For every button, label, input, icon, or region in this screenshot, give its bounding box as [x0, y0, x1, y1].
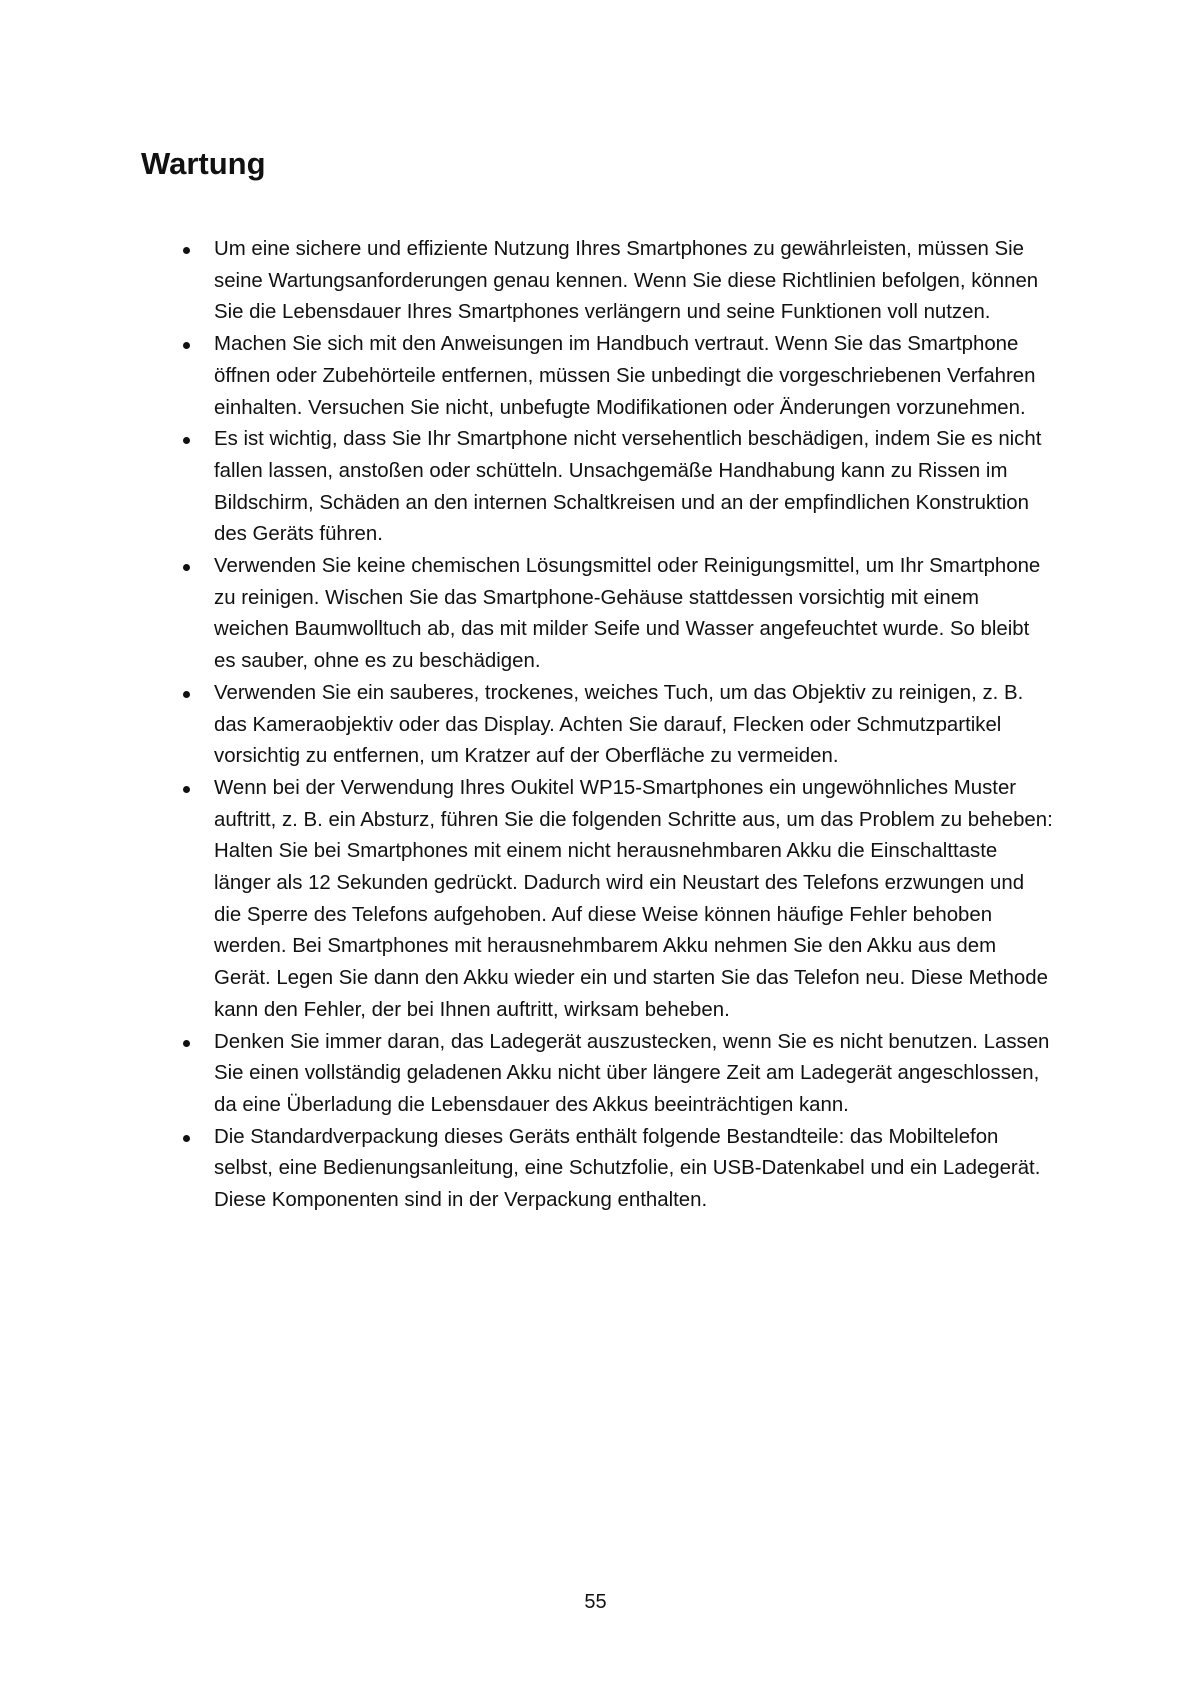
list-item-text: Verwenden Sie ein sauberes, trockenes, weiches Tuch, um das Objektiv zu reinigen, z. B. das Kameraobjektiv oder das Display. Achten Sie darauf, Flecken oder Schmutzpartikel vorsichtig zu entfernen, um Kratzer auf der Oberfläche zu vermeiden. — [214, 681, 1024, 768]
page-title: Wartung — [141, 146, 266, 181]
bullet-icon — [183, 1135, 190, 1142]
bullet-icon — [183, 1040, 190, 1047]
list-item-text: Machen Sie sich mit den Anweisungen im Handbuch vertraut. Wenn Sie das Smartphone öffnen oder Zubehörteile entfernen, müssen Sie unbedingt die vorgeschriebenen Verfahren einhalten. Versuchen Sie nicht, unbefugte Modifikationen oder Änderungen vorzunehmen. — [214, 333, 1036, 419]
list-item — [0, 234, 1056, 329]
list-item-text: Die Standardverpackung dieses Geräts enthält folgende Bestandteile: das Mobiltelefon selbst, eine Bedienungsanleitung, eine Schutzfolie, ein USB-Datenkabel und ein Ladegerät. Diese Komponenten sind in der Verpackung enthalten. — [214, 1125, 1041, 1212]
list-item-text: Verwenden Sie keine chemischen Lösungsmittel oder Reinigungsmittel, um Ihr Smartphone zu reinigen. Wischen Sie das Smartphone-Gehäuse stattdessen vorsichtig mit einem weichen Baumwolltuch ab, das mit milder Seife und Wasser angefeuchtet wurde. So bleibt es sauber, ohne es zu beschädigen. — [214, 555, 1041, 673]
bullet-icon — [183, 691, 190, 698]
list-item — [0, 773, 1056, 1027]
bullet-icon — [183, 342, 190, 349]
bullet-icon — [183, 247, 190, 254]
list-item — [0, 424, 1056, 551]
list-item — [0, 329, 1056, 424]
bullet-icon — [183, 437, 190, 444]
list-item-text: Um eine sichere und effiziente Nutzung Ihres Smartphones zu gewährleisten, müssen Sie seine Wartungsanforderungen genau kennen. Wenn Sie diese Richtlinien befolgen, können Sie die Lebensdauer Ihres Smartphones verlängern und seine Funktionen voll nutzen. — [214, 238, 1039, 324]
list-item-text: Es ist wichtig, dass Sie Ihr Smartphone nicht versehentlich beschädigen, indem Sie es nicht fallen lassen, anstoßen oder schütteln. Unsachgemäße Handhabung kann zu Rissen im Bildschirm, Schäden an den internen Schaltkreisen und an der empfindlichen Konstruktion des Geräts führen. — [214, 428, 1042, 546]
list-item-text: Denken Sie immer daran, das Ladegerät auszustecken, wenn Sie es nicht benutzen. Lassen Sie einen vollständig geladenen Akku nicht über längere Zeit am Ladegerät angeschlossen, da eine Überladung die Lebensdauer des Akkus beeinträchtigen kann. — [214, 1030, 1050, 1116]
bullet-icon — [183, 564, 190, 571]
page-number: 55 — [584, 1591, 607, 1613]
list-item — [0, 678, 1056, 773]
list-item — [0, 1027, 1056, 1122]
list-item-text: Wenn bei der Verwendung Ihres Oukitel WP15-Smartphones ein ungewöhnliches Muster auftritt, z. B. ein Absturz, führen Sie die folgenden Schritte aus, um das Problem zu beheben: Halten Sie bei Smartphones mit einem nicht herausnehmbaren Akku die Einschalttaste länger als 12 Sekunden gedrückt. Dadurch wird ein Neustart des Telefons erzwungen und die Sperre des Telefons aufgehoben. Auf diese Weise können häufige Fehler behoben werden. Bei Smartphones mit herausnehmbarem Akku nehmen Sie den Akku aus dem Gerät. Legen Sie dann den Akku wieder ein und starten Sie das Telefon neu. Diese Methode kann den Fehler, der bei Ihnen auftritt, wirksam beheben. — [214, 776, 1053, 1021]
list-item — [0, 1122, 1056, 1217]
bullet-icon — [183, 786, 190, 793]
bullet-list — [0, 234, 1191, 1217]
list-item — [0, 551, 1056, 678]
